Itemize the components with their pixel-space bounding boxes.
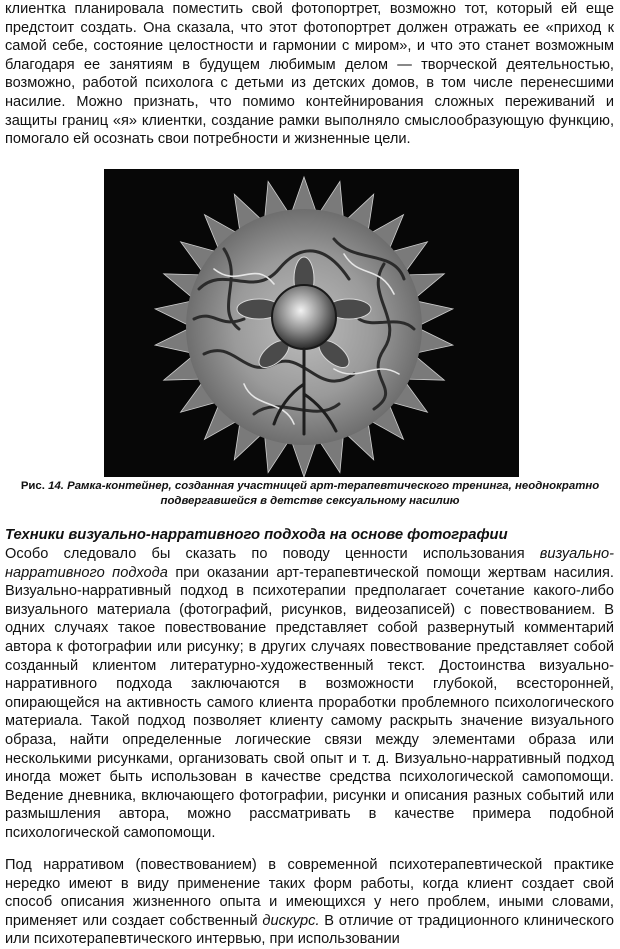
p2-text-start: Под нарративом (повествованием) в современной психотерапевтической практике нередко имеют в виду применение таких форм работы, когда клиент создает свой способ описания жизненного опыта и имеющихся у него проблем, иными словами, применяет или создает собственный [5, 857, 614, 929]
frame-artwork-image [104, 169, 519, 477]
p1-text-start: Особо следовало бы сказать по поводу ценности использования [5, 546, 540, 562]
caption-label: Рис. [20, 480, 45, 492]
p2-text-end: В отличие от традиционного клинического или психотерапевтического интервью, при использовании [5, 912, 614, 948]
p1-emphasis: визуально-нарративного подхода [5, 546, 614, 581]
figure-photo [104, 169, 519, 477]
paragraph-last [5, 856, 614, 949]
paragraph-top: клиентка планировала поместить свой фотопортрет, возможно тот, который ей еще предстоит создать. Она сказала, что этот фотопортрет должен отражать ее «приход к самой себе, состояние целостности и гармонии с миром», и что это станет возможным благодаря ее занятиям в будущем любимым делом — творческой деятельностью, возможно, работой психолога с детьми из детских домов, в том числе перенесшими насилие. Можно признать, что помимо контейнирования сложных переживаний и защиты границ «я» клиентки, создание рамки выполняло смыслообразующую функцию, помогало ей осознать свои потребности и жизненные цели. [5, 1, 614, 148]
p2-emphasis: дискурс. [262, 912, 320, 929]
figure-caption [10, 479, 610, 509]
paragraph-last-body [5, 856, 614, 949]
paragraph-main-body [5, 545, 614, 843]
section-heading: Техники визуально-нарративного подхода на основе фотографии [5, 527, 508, 543]
paragraph-main [5, 545, 614, 843]
caption-text: 14. Рамка-контейнер, созданная участницей арт-терапевтического тренинга, неоднократно подвергавшейся в детстве сексуальному насилию [48, 480, 600, 507]
p1-text-end: при оказании арт-терапевтической помощи жертвам насилия. Визуально-нарративный подход в психотерапии предполагает сочетание какого-либо визуального материала (фотографий, рисунков, видеозаписей) с повествованием. В одних случаях такое повествование представляет собой развернутый комментарий автора к фотографии или рисунку; в других случаях повествование представляет собой созданный клиентом литературно-художественный текст. Достоинства визуально-нарративного подхода заключаются в возможности глубокой, всесторонней, опирающейся на активность самого клиента проработки проблемного психологического материала. Такой подход позволяет клиенту самому раскрыть значение визуального образа, найти определенные логические связи между элементами образа или несколькими рисунками, организовать свой опыт и т. д. Визуально-нарративный подход иногда может быть использован в качестве средства психологической самопомощи. Ведение дневника, включающего фотографии, рисунки и описания разных событий или размышления автора, можно рассматривать в качестве примера подобной психологической самопомощи. [5, 564, 614, 841]
